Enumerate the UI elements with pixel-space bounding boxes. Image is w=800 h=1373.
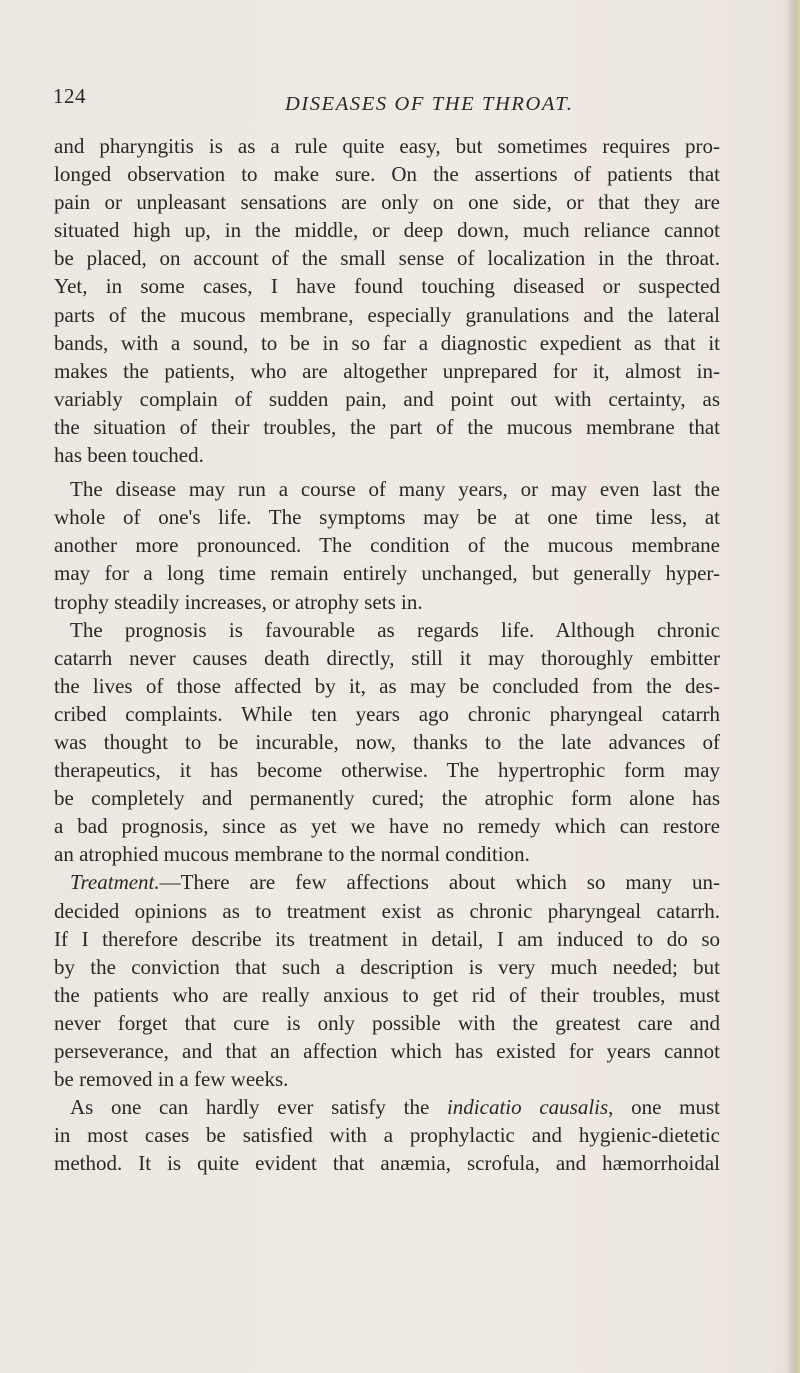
text-line: another more pronounced. The condition of the mucous membrane bbox=[54, 533, 720, 558]
text-line: the patients who are really anxious to get rid of their troubles, must bbox=[54, 982, 720, 1007]
text-line: a bad prognosis, since as yet we have no remedy which can restore bbox=[54, 814, 720, 839]
text-line: bands, with a sound, to be in so far a diagnostic expedient as that it bbox=[54, 330, 720, 355]
running-head-title: DISEASES OF THE THROAT. bbox=[285, 93, 574, 115]
text-line: the situation of their troubles, the part of the mucous membrane that bbox=[54, 414, 720, 439]
text-line: cribed complaints. While ten years ago chronic pharyngeal catarrh bbox=[54, 701, 720, 726]
text-fragment: , one must bbox=[608, 1095, 720, 1120]
body-text bbox=[54, 132, 720, 1177]
paragraph-course bbox=[54, 475, 720, 615]
text-line: has been touched. bbox=[54, 443, 204, 468]
text-line: be completely and permanently cured; the atrophic form alone has bbox=[54, 786, 720, 811]
paragraph-diagnosis bbox=[54, 132, 720, 469]
paragraph-prognosis bbox=[54, 616, 720, 869]
text-line: an atrophied mucous membrane to the normal condition. bbox=[54, 842, 530, 867]
page-edge-shadow bbox=[786, 0, 800, 1373]
text-line: perseverance, and that an affection which has existed for years cannot bbox=[54, 1039, 720, 1063]
page-number: 124 bbox=[53, 84, 86, 108]
text-line bbox=[54, 1093, 720, 1121]
paragraph-method bbox=[54, 1093, 720, 1177]
text-line: variably complain of sudden pain, and point out with certainty, as bbox=[54, 386, 720, 411]
text-line: situated high up, in the middle, or deep down, much reliance cannot bbox=[54, 218, 720, 243]
text-line: may for a long time remain entirely unchanged, but generally hyper- bbox=[54, 561, 720, 586]
text-line: catarrh never causes death directly, still it may thoroughly embitter bbox=[54, 645, 720, 670]
text-line: be placed, on account of the small sense of localization in the throat. bbox=[54, 246, 720, 271]
text-line: The disease may run a course of many years, or may even last the bbox=[70, 477, 720, 502]
text-line: was thought to be incurable, now, thanks to the late advances of bbox=[54, 729, 720, 754]
text-line: trophy steadily increases, or atrophy sets in. bbox=[54, 589, 423, 614]
text-line: method. It is quite evident that anæmia, scrofula, and hæmorrhoidal bbox=[54, 1151, 720, 1176]
text-line: therapeutics, it has become otherwise. The hypertrophic form may bbox=[54, 758, 720, 783]
text-line: whole of one's life. The symptoms may be at one time less, at bbox=[54, 505, 720, 530]
text-line: be removed in a few weeks. bbox=[54, 1067, 289, 1092]
text-line: the lives of those affected by it, as may be concluded from the des- bbox=[54, 673, 720, 698]
text-line: in most cases be satisfied with a prophylactic and hygienic-dietetic bbox=[54, 1123, 720, 1148]
paragraph-treatment bbox=[54, 868, 720, 1093]
text-line: longed observation to make sure. On the assertions of patients that bbox=[54, 162, 720, 187]
text-fragment: —There are few affections about which so many un- bbox=[159, 870, 720, 895]
text-line: parts of the mucous membrane, especially granulations and the lateral bbox=[54, 302, 720, 327]
text-line: If I therefore describe its treatment in detail, I am induced to do so bbox=[54, 926, 720, 951]
text-line: and pharyngitis is as a rule quite easy, but sometimes requires pro- bbox=[54, 134, 720, 158]
latin-term: indicatio causalis bbox=[446, 1095, 609, 1120]
text-line: The prognosis is favourable as regards life. Although chronic bbox=[70, 617, 720, 642]
text-line: Yet, in some cases, I have found touching diseased or suspected bbox=[54, 274, 720, 299]
section-heading-treatment: Treatment. bbox=[70, 870, 160, 895]
text-fragment: As one can hardly ever satisfy the bbox=[70, 1095, 447, 1120]
text-line: makes the patients, who are altogether unprepared for it, almost in- bbox=[54, 358, 720, 383]
text-line: by the conviction that such a description is very much needed; but bbox=[54, 954, 720, 979]
text-line: decided opinions as to treatment exist as chronic pharyngeal catarrh. bbox=[54, 898, 720, 923]
text-line bbox=[54, 868, 720, 896]
text-line: pain or unpleasant sensations are only on one side, or that they are bbox=[54, 190, 720, 215]
text-line: never forget that cure is only possible with the greatest care and bbox=[54, 1010, 720, 1035]
